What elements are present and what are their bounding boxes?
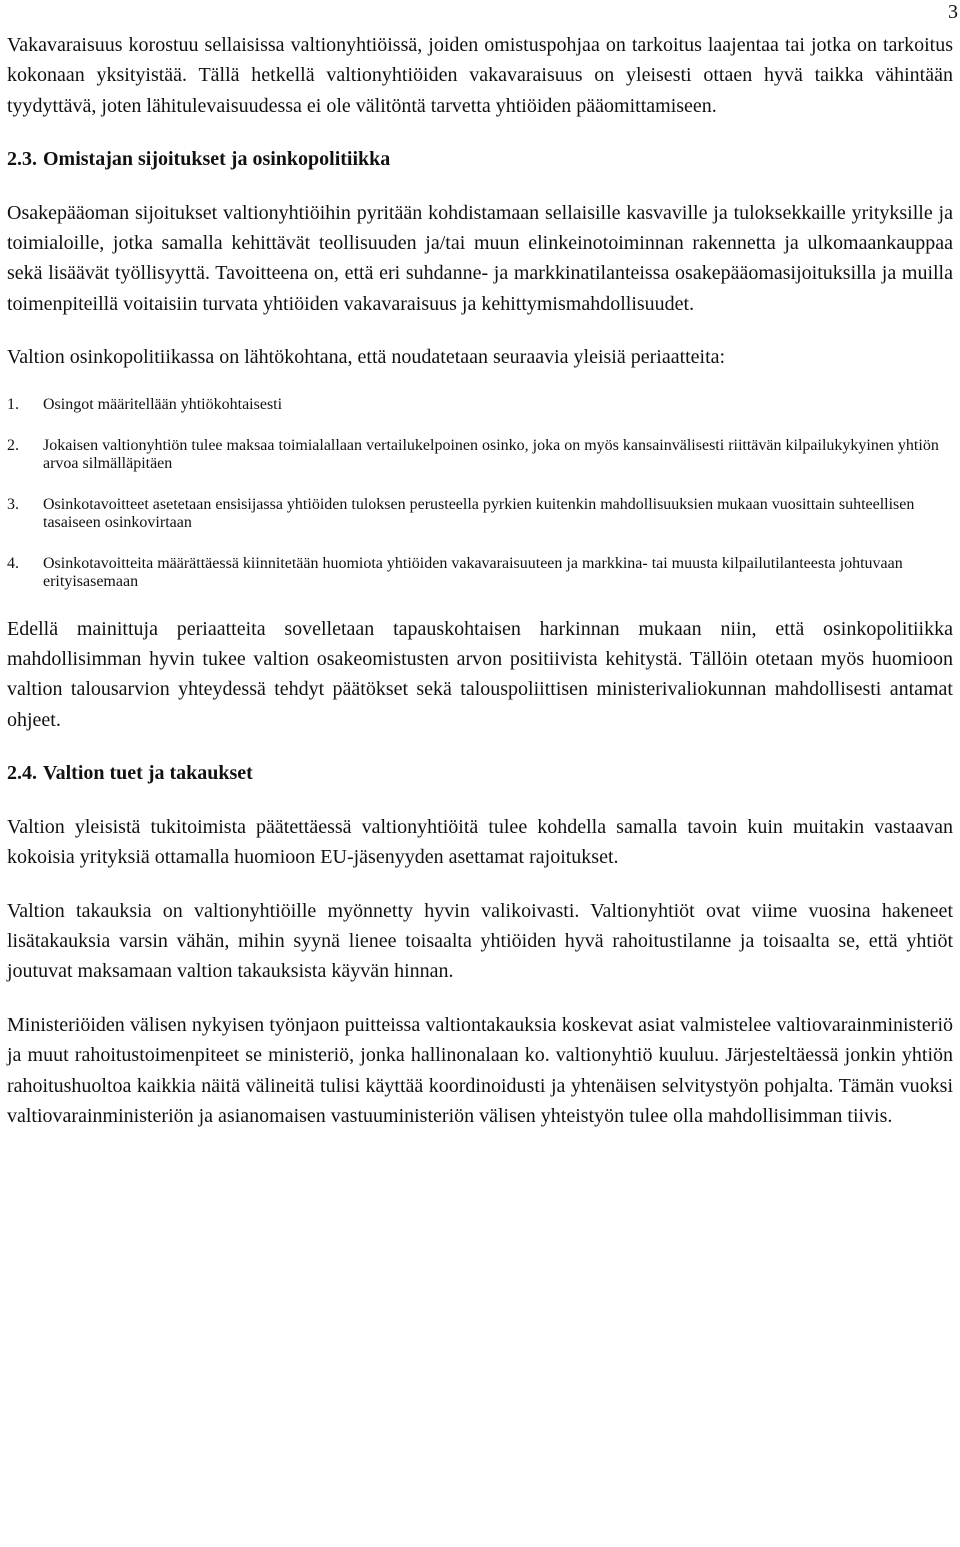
section-title: Valtion tuet ja takaukset	[43, 762, 253, 785]
section-title: Omistajan sijoitukset ja osinkopolitiikka	[43, 148, 391, 171]
list-item	[7, 496, 953, 532]
list-item	[7, 396, 953, 414]
list-item-text: Osingot määritellään yhtiökohtaisesti	[43, 395, 283, 413]
section-heading-2-4	[7, 758, 953, 788]
list-item-number: 1.	[7, 395, 19, 413]
paragraph-periaatteet: Edellä mainittuja periaatteita sovelletaan tapauskohtaisen harkinnan mukaan niin, että osinkopolitiikka mahdollisimman hyvin tukee valtion osakeomistusten arvon positiivista kehitystä. Tällöin otetaan myös huomioon valtion talousarvion yhteydessä tehdyt päätökset sekä talouspoliittisen ministerivaliokunnan mahdollisesti antamat ohjeet.	[7, 617, 953, 731]
list-item-text: Osinkotavoitteet asetetaan ensisijassa yhtiöiden tuloksen perusteella pyrkien kuitenkin mahdollisuuksien mukaan vuosittain suhteellisen tasaiseen osinkovirtaan	[43, 495, 915, 531]
document-body	[7, 30, 953, 1131]
list-item	[7, 437, 953, 473]
paragraph-tyonjako: Ministeriöiden välisen nykyisen työnjaon puitteissa valtiontakauksia koskevat asiat valmistelee valtiovarainministeriö ja muut rahoitustoimenpiteet se ministeriö, jonka hallinonalaan ko. valtionyhtiö kuuluu. Järjesteltäessä jonkin yhtiön rahoitushuoltoa kaikkia näitä välineitä tulisi käyttää koordinoidusti ja yhtenäisen selvitystyön pohjalta. Tämän vuoksi valtiovarainministeriön ja asianomaisen vastuuministeriön välisen yhteistyön tulee olla mahdollisimman tiivis.	[7, 1013, 953, 1127]
paragraph-tukitoimet: Valtion yleisistä tukitoimista päätettäessä valtionyhtiöitä tulee kohdella samalla tavoin kuin muitakin vastaavan kokoisia yrityksiä ottamalla huomioon EU-jäsenyyden asettamat rajoitukset.	[7, 815, 953, 869]
section-heading-2-3	[7, 144, 953, 174]
list-item-number: 3.	[7, 495, 19, 513]
list-item	[7, 555, 953, 591]
page-number: 3	[948, 1, 958, 23]
section-number: 2.3.	[7, 148, 37, 171]
paragraph-vakavaraisuus: Vakavaraisuus korostuu sellaisissa valtionyhtiöissä, joiden omistuspohjaa on tarkoitus laajentaa tai jotka on tarkoitus kokonaan yksityistää. Tällä hetkellä valtionyhtiöiden vakavaraisuus on yleisesti ottaen hyvä taikka vähintään tyydyttävä, joten lähitulevaisuudessa ei ole välitöntä tarvetta yhtiöiden pääomittamiseen.	[7, 34, 953, 117]
list-item-number: 2.	[7, 436, 19, 454]
list-item-text: Jokaisen valtionyhtiön tulee maksaa toimialallaan vertailukelpoinen osinko, joka on myös kansainvälisesti riittävän kilpailukykyinen yhtiön arvoa silmälläpitäen	[43, 436, 939, 472]
paragraph-takaukset: Valtion takauksia on valtionyhtiöille myönnetty hyvin valikoivasti. Valtionyhtiöt ovat viime vuosina hakeneet lisätakauksia varsin vähän, mihin syynä lienee toisaalta yhtiöiden hyvä rahoitustilanne ja toisaalta se, että yhtiöt joutuvat maksamaan valtion takauksista käyvän hinnan.	[7, 899, 953, 983]
list-item-text: Osinkotavoitteita määrättäessä kiinnitetään huomiota yhtiöiden vakavaraisuuteen ja markkina- tai muusta kilpailutilanteesta johtuvaan erityisasemaan	[43, 554, 903, 590]
section-number: 2.4.	[7, 762, 37, 785]
paragraph-sijoitukset: Osakepääoman sijoitukset valtionyhtiöihin pyritään kohdistamaan sellaisille kasvaville ja tuloksekkaille yrityksille ja toimialoille, jotka samalla kehittävät teollisuuden ja/tai muun elinkeinotoiminnan rakennetta ja ulkomaankauppaa sekä lisäävät työllisyyttä. Tavoitteena on, että eri suhdanne- ja markkinatilanteissa osakepääomasijoituksilla ja muilla toimenpiteillä voitaisiin turvata yhtiöiden vakavaraisuus ja kehittymismahdollisuudet.	[7, 201, 953, 315]
paragraph-osinkopolitiikka: Valtion osinkopolitiikassa on lähtökohtana, että noudatetaan seuraavia yleisiä periaatteita:	[7, 346, 726, 369]
list-item-number: 4.	[7, 554, 19, 572]
